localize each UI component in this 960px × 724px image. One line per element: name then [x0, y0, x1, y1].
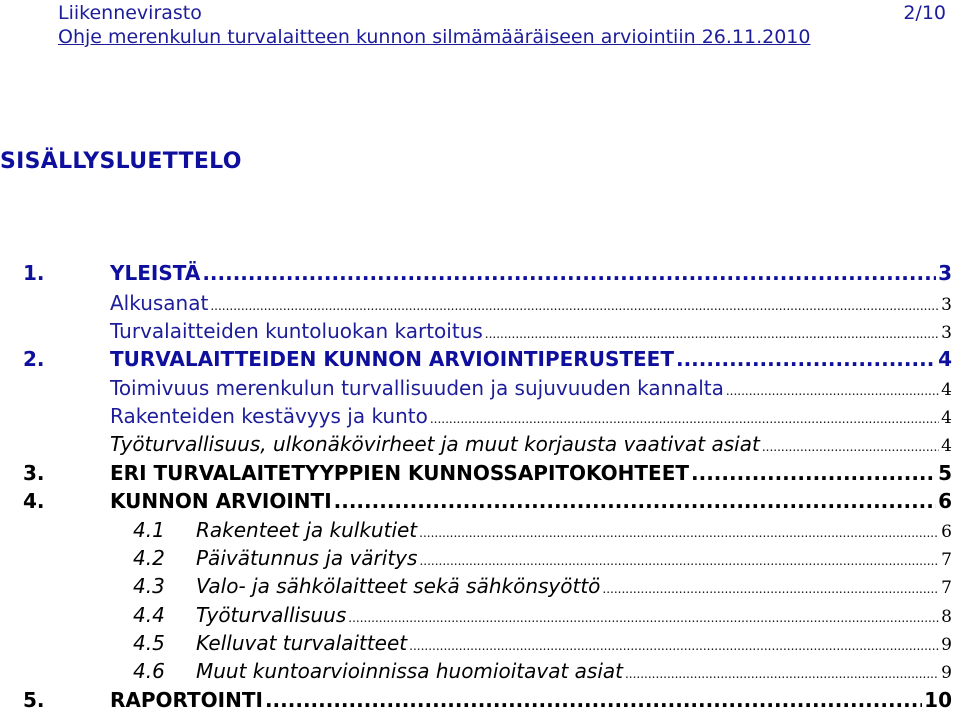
- toc-entry-label: Rakenteiden kestävyys ja kunto: [110, 404, 428, 428]
- toc-entry-4-5[interactable]: [0, 631, 960, 659]
- toc-entry-page: 3: [938, 261, 952, 285]
- toc-title: SISÄLLYSLUETTELO: [0, 149, 242, 174]
- toc-entry-4-3[interactable]: [0, 574, 960, 602]
- toc-entry-label: Turvalaitteiden kuntoluokan kartoitus: [110, 319, 483, 343]
- toc-entry-page: 10: [924, 688, 952, 712]
- toc-entry-page: 9: [941, 635, 952, 655]
- toc-entry-page: 8: [941, 607, 952, 627]
- toc-entry-page: 7: [941, 578, 952, 598]
- dot-leader: [409, 639, 939, 653]
- dot-leader: [430, 412, 939, 426]
- toc-entry-page: 4: [938, 347, 952, 371]
- toc-entry-number: 5.: [23, 688, 45, 712]
- dot-leader: [625, 667, 939, 681]
- toc-entry-number: 4.4: [133, 603, 165, 627]
- toc-entry-label: KUNNON ARVIOINTI: [110, 489, 332, 513]
- toc-entry-page: 6: [941, 522, 952, 542]
- toc-entry-number: 4.6: [133, 659, 165, 683]
- toc-entry-number: 1.: [23, 261, 45, 285]
- toc-entry-label: ERI TURVALAITETYYPPIEN KUNNOSSAPITOKOHTEET: [110, 461, 689, 485]
- toc-entry-label: Työturvallisuus: [196, 603, 347, 627]
- toc-entry-4-2[interactable]: [0, 546, 960, 574]
- toc-entry-number: 2.: [23, 347, 45, 371]
- toc-entry-page: 4: [941, 408, 952, 428]
- dot-leader: [419, 526, 939, 540]
- toc-entry-rakenteiden[interactable]: [0, 404, 960, 432]
- toc-entry-number: 3.: [23, 461, 45, 485]
- toc-entry-label: YLEISTÄ: [110, 261, 201, 285]
- dot-leader: [348, 611, 939, 625]
- toc-entry-4[interactable]: [0, 489, 960, 517]
- dot-leader: [485, 327, 939, 341]
- toc-entry-number: 4.1: [133, 518, 165, 542]
- toc-entry-label: Työturvallisuus, ulkonäkövirheet ja muut korjausta vaativat asiat: [110, 432, 760, 456]
- dot-leader: [726, 384, 939, 398]
- header-organization: Liikennevirasto: [58, 2, 202, 24]
- toc-entry-number: 4.3: [133, 574, 165, 598]
- dot-leader: [419, 554, 939, 568]
- dot-leader: [676, 347, 936, 371]
- toc-entry-number: 4.2: [133, 546, 165, 570]
- toc-entry-1[interactable]: [0, 261, 960, 289]
- header-page-number: 2/10: [903, 2, 946, 24]
- toc-entry-page: 5: [938, 461, 952, 485]
- toc-entry-label: RAPORTOINTI: [110, 688, 263, 712]
- toc-entry-page: 9: [941, 663, 952, 683]
- toc-entry-label: Muut kuntoarvioinnissa huomioitavat asiat: [196, 659, 623, 683]
- toc-entry-3[interactable]: [0, 461, 960, 489]
- toc-entry-label: Toimivuus merenkulun turvallisuuden ja sujuvuuden kannalta: [110, 376, 724, 400]
- toc-entry-label: Päivätunnus ja väritys: [196, 546, 418, 570]
- toc-entry-label: TURVALAITTEIDEN KUNNON ARVIOINTIPERUSTEET: [110, 347, 674, 371]
- toc-entry-tyoturvallisuus-asiat[interactable]: [0, 432, 960, 460]
- toc-entry-2[interactable]: [0, 347, 960, 375]
- dot-leader: [210, 299, 939, 313]
- toc-entry-number: 4.: [23, 489, 45, 513]
- toc-entry-4-1[interactable]: [0, 518, 960, 546]
- dot-leader: [202, 261, 936, 285]
- toc-entry-5[interactable]: [0, 688, 960, 716]
- toc-entry-page: 6: [938, 489, 952, 513]
- toc-entry-page: 4: [941, 380, 952, 400]
- toc-entry-toimivuus[interactable]: [0, 376, 960, 404]
- toc-entry-label: Valo- ja sähkölaitteet sekä sähkönsyöttö: [196, 574, 601, 598]
- dot-leader: [691, 461, 936, 485]
- toc-entry-page: 4: [941, 436, 952, 456]
- toc-entry-page: 3: [941, 323, 952, 343]
- toc-entry-label: Alkusanat: [110, 291, 209, 315]
- header-document-title: Ohje merenkulun turvalaitteen kunnon silmämääräiseen arviointiin 26.11.2010: [58, 26, 811, 48]
- toc-entry-label: Rakenteet ja kulkutiet: [196, 518, 418, 542]
- dot-leader: [762, 440, 939, 454]
- toc-entry-kartoitus[interactable]: [0, 319, 960, 347]
- dot-leader: [334, 489, 936, 513]
- toc-entry-page: 7: [941, 550, 952, 570]
- dot-leader: [602, 582, 939, 596]
- toc-entry-number: 4.5: [133, 631, 165, 655]
- toc-entry-label: Kelluvat turvalaitteet: [196, 631, 408, 655]
- toc-entry-page: 3: [941, 295, 952, 315]
- toc-entry-4-4[interactable]: [0, 603, 960, 631]
- toc-entry-4-6[interactable]: [0, 659, 960, 687]
- toc-entry-alkusanat[interactable]: [0, 291, 960, 319]
- dot-leader: [265, 688, 922, 712]
